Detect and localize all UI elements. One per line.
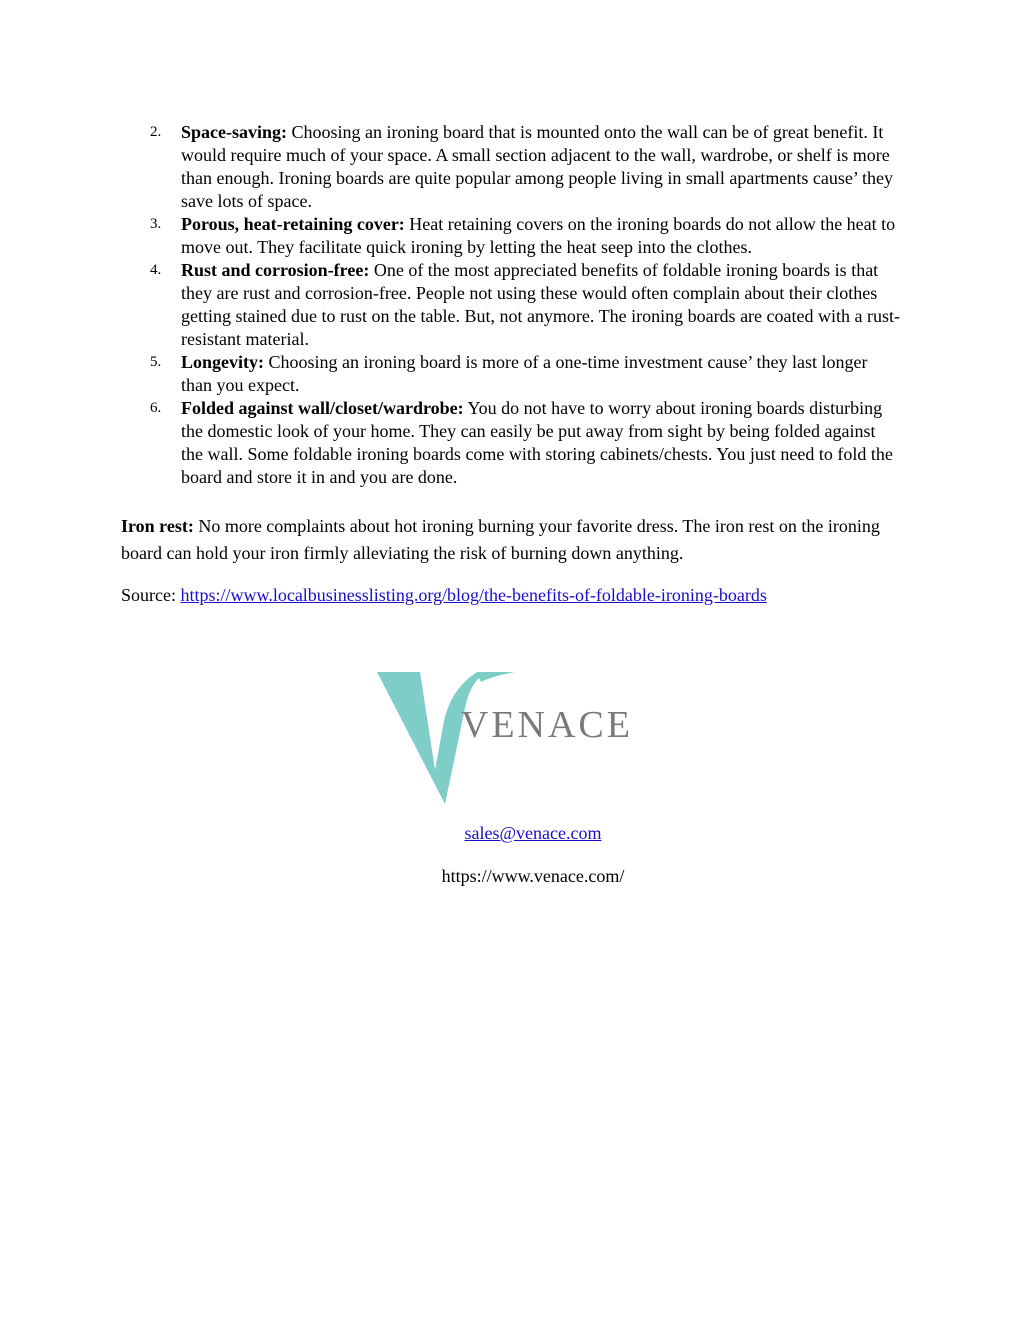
list-item xyxy=(150,351,901,397)
list-item-number: 6. xyxy=(150,400,162,416)
list-item xyxy=(150,213,901,259)
list-item-number: 2. xyxy=(150,124,162,140)
source-link[interactable]: https://www.localbusinesslisting.org/blog/the-benefits-of-foldable-ironing-boards xyxy=(180,585,767,605)
contact-email xyxy=(0,821,1024,845)
list-item-number: 3. xyxy=(150,216,162,232)
list-item-term: Rust and corrosion-free: xyxy=(181,260,370,280)
benefits-list xyxy=(150,121,901,489)
list-item xyxy=(150,259,901,351)
list-item-term: Folded against wall/closet/wardrobe: xyxy=(181,398,464,418)
list-item-term: Longevity: xyxy=(181,352,264,372)
list-item-text: Choosing an ironing board that is mounted onto the wall can be of great benefit. It would require much of your space. A small section adjacent to the wall, wardrobe, or shelf is more than enough. Ironing boards are quite popular among people living in small apartments cause’ they save lots of space. xyxy=(181,122,893,211)
list-item-number: 4. xyxy=(150,262,162,278)
list-item-term: Space-saving: xyxy=(181,122,288,142)
email-link[interactable]: sales@venace.com xyxy=(464,823,602,843)
list-item-term: Porous, heat-retaining cover: xyxy=(181,214,405,234)
source-line xyxy=(121,583,921,607)
list-item-text: Heat retaining covers on the ironing boards do not allow the heat to move out. They facilitate quick ironing by letting the heat seep into the clothes. xyxy=(181,214,896,257)
contact-website: https://www.venace.com/ xyxy=(441,866,625,886)
venace-logo xyxy=(377,668,639,804)
list-item xyxy=(150,121,901,213)
list-item-number: 5. xyxy=(150,354,162,370)
iron-rest-text: No more complaints about hot ironing burning your favorite dress. The iron rest on the ironing board can hold your iron firmly alleviating the risk of burning down anything. xyxy=(121,516,880,563)
list-item xyxy=(150,397,901,489)
venace-logo-graphic xyxy=(377,668,639,804)
list-item-text: You do not have to worry about ironing boards disturbing the domestic look of your home. They can easily be put away from sight by being folded against the wall. Some foldable ironing boards come with storing cabinets/chests. You just need to fold the board and store it in and you are done. xyxy=(181,398,893,487)
source-label: Source: xyxy=(121,585,181,605)
logo-wordmark: VENACE xyxy=(460,704,633,746)
iron-rest-term: Iron rest: xyxy=(121,516,194,536)
list-item-text: Choosing an ironing board is more of a one-time investment cause’ they last longer than you expect. xyxy=(181,352,868,395)
list-item-text: One of the most appreciated benefits of foldable ironing boards is that they are rust and corrosion-free. People not using these would often complain about their clothes getting stained due to rust on the table. But, not anymore. The ironing boards are coated with a rust-resistant material. xyxy=(181,260,900,349)
iron-rest-paragraph xyxy=(121,513,901,567)
